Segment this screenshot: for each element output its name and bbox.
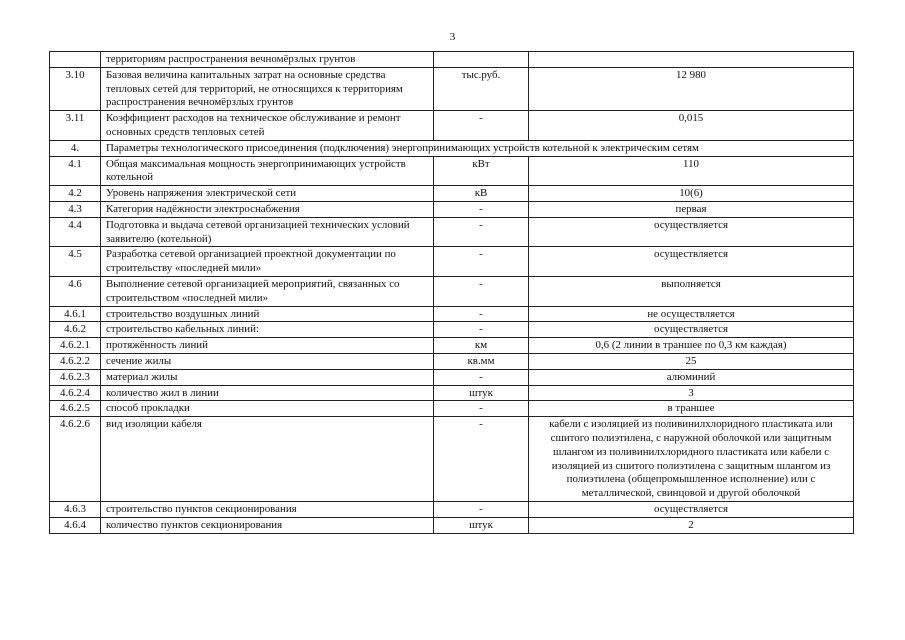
row-value: 12 980: [529, 67, 854, 110]
table-row: [50, 385, 854, 401]
table-row: [50, 369, 854, 385]
row-number: 3.11: [50, 111, 101, 141]
parameters-table: [49, 51, 854, 534]
row-number: 4.6.2.3: [50, 369, 101, 385]
table-row: [50, 276, 854, 306]
row-number: [50, 52, 101, 68]
row-value: 25: [529, 353, 854, 369]
row-unit: км: [434, 338, 529, 354]
row-description: строительство пунктов секционирования: [101, 501, 434, 517]
row-unit: -: [434, 501, 529, 517]
row-value: выполняется: [529, 276, 854, 306]
row-description: территориям распространения вечномёрзлых грунтов: [101, 52, 434, 68]
table-row: [50, 201, 854, 217]
row-unit: -: [434, 201, 529, 217]
row-value: 0,6 (2 линии в траншее по 0,3 км каждая): [529, 338, 854, 354]
row-value: 10(6): [529, 186, 854, 202]
row-description: материал жилы: [101, 369, 434, 385]
row-value: кабели с изоляцией из поливинилхлоридного пластиката или сшитого полиэтилена, с наружной оболочкой или защитным шлангом из поливинилхлоридного пластиката или кабели с изоляцией из сшитого полиэтилена с защитным шлангом из полиэтилена (общепромышленное исполнение) или с металлической, свинцовой и другой оболочкой: [529, 417, 854, 502]
row-unit: -: [434, 417, 529, 502]
row-unit: штук: [434, 385, 529, 401]
table-row: [50, 338, 854, 354]
row-description: способ прокладки: [101, 401, 434, 417]
row-unit: -: [434, 247, 529, 277]
row-unit: -: [434, 111, 529, 141]
row-unit: -: [434, 276, 529, 306]
section-row: [50, 140, 854, 156]
row-value: осуществляется: [529, 217, 854, 247]
row-description: протяжённость линий: [101, 338, 434, 354]
row-number: 4.6.2.1: [50, 338, 101, 354]
row-number: 4.3: [50, 201, 101, 217]
row-number: 4.6.2: [50, 322, 101, 338]
row-value: осуществляется: [529, 322, 854, 338]
table-row: [50, 501, 854, 517]
row-number: 4.6.3: [50, 501, 101, 517]
section-number: 4.: [50, 140, 101, 156]
row-value: не осуществляется: [529, 306, 854, 322]
row-description: сечение жилы: [101, 353, 434, 369]
table-row: [50, 111, 854, 141]
row-description: Базовая величина капитальных затрат на основные средства тепловых сетей для территорий, не относящихся к территориям распространения вечномёрзлых грунтов: [101, 67, 434, 110]
row-number: 4.5: [50, 247, 101, 277]
row-unit: кВ: [434, 186, 529, 202]
table-row: [50, 67, 854, 110]
row-value: осуществляется: [529, 501, 854, 517]
row-number: 4.6.1: [50, 306, 101, 322]
row-description: Общая максимальная мощность энергопринимающих устройств котельной: [101, 156, 434, 186]
row-unit: -: [434, 401, 529, 417]
row-description: Коэффициент расходов на техническое обслуживание и ремонт основных средств тепловых сетей: [101, 111, 434, 141]
row-unit: штук: [434, 517, 529, 533]
row-number: 4.1: [50, 156, 101, 186]
row-number: 4.4: [50, 217, 101, 247]
row-description: вид изоляции кабеля: [101, 417, 434, 502]
row-value: 3: [529, 385, 854, 401]
table-row: [50, 186, 854, 202]
row-number: 4.2: [50, 186, 101, 202]
table-row: [50, 156, 854, 186]
row-description: строительство кабельных линий:: [101, 322, 434, 338]
row-value: 0,015: [529, 111, 854, 141]
row-number: 4.6.4: [50, 517, 101, 533]
row-description: Разработка сетевой организацией проектной документации по строительству «последней мили»: [101, 247, 434, 277]
row-unit: -: [434, 217, 529, 247]
table-row: [50, 217, 854, 247]
row-number: 4.6.2.6: [50, 417, 101, 502]
row-number: 4.6.2.5: [50, 401, 101, 417]
row-value: алюминий: [529, 369, 854, 385]
table-row: [50, 353, 854, 369]
table-row: [50, 52, 854, 68]
table-row: [50, 247, 854, 277]
row-unit: -: [434, 322, 529, 338]
row-unit: кв.мм: [434, 353, 529, 369]
table-row: [50, 306, 854, 322]
row-number: 4.6.2.2: [50, 353, 101, 369]
row-unit: [434, 52, 529, 68]
row-description: количество пунктов секционирования: [101, 517, 434, 533]
row-description: строительство воздушных линий: [101, 306, 434, 322]
row-value: в траншее: [529, 401, 854, 417]
row-description: Подготовка и выдача сетевой организацией технических условий заявителю (котельной): [101, 217, 434, 247]
row-description: Выполнение сетевой организацией мероприятий, связанных со строительством «последней мили»: [101, 276, 434, 306]
row-number: 4.6: [50, 276, 101, 306]
row-unit: тыс.руб.: [434, 67, 529, 110]
row-value: 110: [529, 156, 854, 186]
row-number: 4.6.2.4: [50, 385, 101, 401]
table-row: [50, 401, 854, 417]
row-unit: -: [434, 306, 529, 322]
row-unit: -: [434, 369, 529, 385]
table-row: [50, 322, 854, 338]
table-row: [50, 517, 854, 533]
row-number: 3.10: [50, 67, 101, 110]
row-value: 2: [529, 517, 854, 533]
row-description: Уровень напряжения электрической сети: [101, 186, 434, 202]
row-value: [529, 52, 854, 68]
row-description: Категория надёжности электроснабжения: [101, 201, 434, 217]
table-row: [50, 417, 854, 502]
row-unit: кВт: [434, 156, 529, 186]
page-number: 3: [449, 31, 456, 43]
section-title: Параметры технологического присоединения (подключения) энергопринимающих устройств котельной к электрическим сетям: [101, 140, 854, 156]
row-value: осуществляется: [529, 247, 854, 277]
row-description: количество жил в линии: [101, 385, 434, 401]
row-value: первая: [529, 201, 854, 217]
